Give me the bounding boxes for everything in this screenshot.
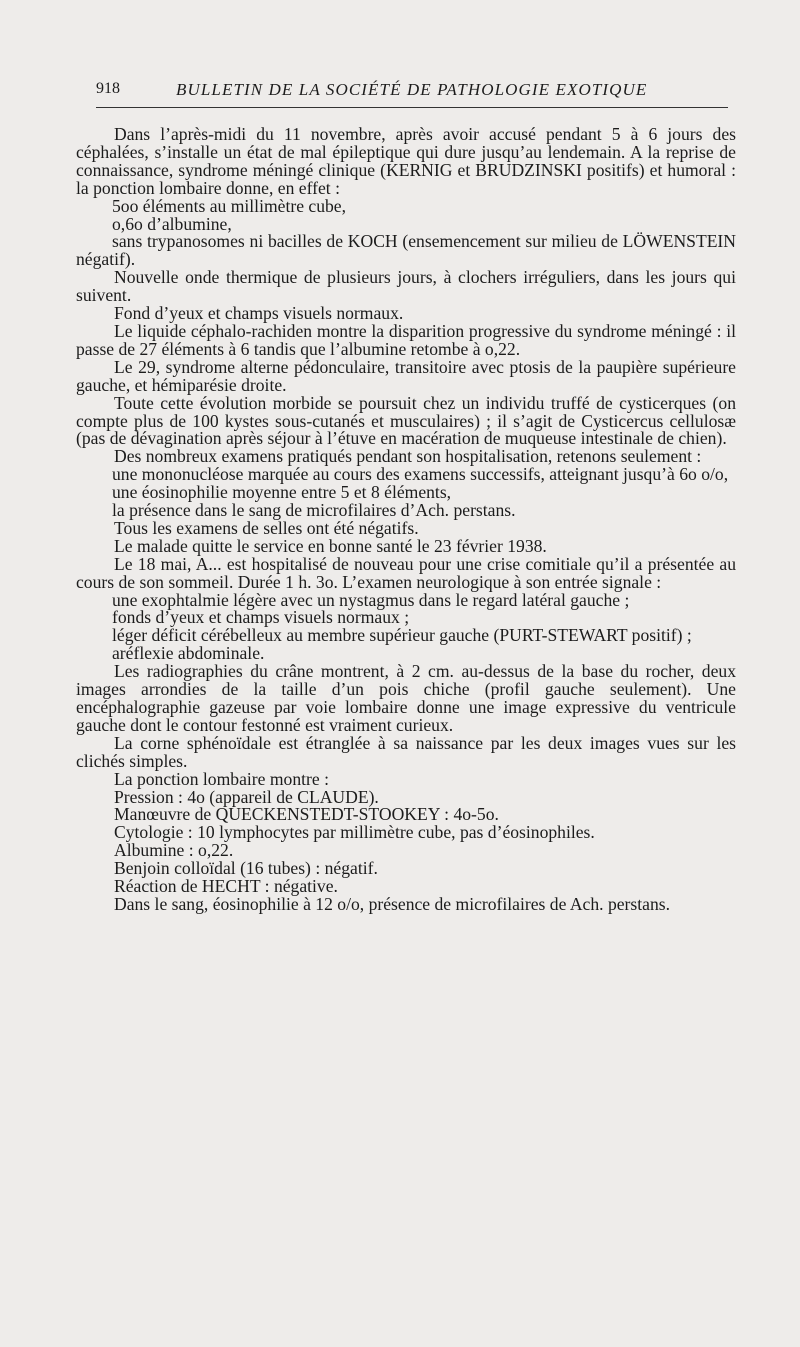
article-body — [76, 126, 736, 914]
header-rule — [96, 107, 728, 108]
paragraph: Le 18 mai, A... est hospitalisé de nouveau pour une crise comitiale qu’il a présentée au cours de son sommeil. Durée 1 h. 3o. L’examen neurologique à son entrée signale : — [76, 553, 736, 592]
paragraph: Dans l’après-midi du 11 novembre, après avoir accusé pendant 5 à 6 jours des céphalées, s’installe un état de mal épileptique qui dure jusqu’au lendemain. A la reprise de connaissance, syndrome méningé clinique (KERNIG et BRUDZINSKI positifs) et humoral : la ponction lombaire donne, en effet : — [76, 124, 736, 198]
paragraph: o,6o d’albumine, — [112, 213, 232, 234]
paragraph: aréflexie abdominale. — [112, 643, 265, 664]
paragraph: une exophtalmie légère avec un nystagmus dans le regard latéral gauche ; — [112, 589, 630, 610]
running-title: BULLETIN DE LA SOCIÉTÉ DE PATHOLOGIE EXOTIQUE — [176, 80, 648, 99]
paragraph: Albumine : o,22. — [114, 840, 234, 861]
paragraph: une mononucléose marquée au cours des examens successifs, atteignant jusqu’à 6o o/o, — [112, 464, 729, 485]
paragraph: Des nombreux examens pratiqués pendant son hospitalisation, retenons seulement : — [114, 446, 702, 467]
paragraph: une éosinophilie moyenne entre 5 et 8 éléments, — [112, 482, 452, 503]
paragraph: Le malade quitte le service en bonne santé le 23 février 1938. — [114, 535, 547, 556]
paragraph: Réaction de HECHT : négative. — [114, 876, 338, 897]
paragraph: léger déficit cérébelleux au membre supérieur gauche (PURT-STEWART positif) ; — [112, 625, 692, 646]
paragraph: Le 29, syndrome alterne pédonculaire, transitoire avec ptosis de la paupière supérieure gauche, et hémiparésie droite. — [76, 356, 736, 395]
paragraph: Nouvelle onde thermique de plusieurs jours, à clochers irréguliers, dans les jours qui suivent. — [76, 267, 736, 306]
paragraph: Fond d’yeux et champs visuels normaux. — [114, 303, 404, 324]
paragraph: La ponction lombaire montre : — [114, 768, 329, 789]
paragraph: La corne sphénoïdale est étranglée à sa naissance par les deux images vues sur les clichés simples. — [76, 732, 736, 771]
paragraph: fonds d’yeux et champs visuels normaux ; — [112, 607, 410, 628]
paragraph: Benjoin colloïdal (16 tubes) : négatif. — [114, 858, 378, 879]
paragraph: Tous les examens de selles ont été négatifs. — [114, 517, 419, 538]
paragraph: Toute cette évolution morbide se poursuit chez un individu truffé de cysticerques (on compte plus de 100 kystes sous-cutanés et musculaires) ; il s’agit de Cysticercus cellulosæ (pas de dévagination après séjour à l’étuve en macération de muqueuse intestinale de chien). — [76, 392, 736, 449]
paragraph: Pression : 4o (appareil de CLAUDE). — [114, 786, 379, 807]
page-number: 918 — [96, 80, 120, 97]
paragraph: la présence dans le sang de microfilaires d’Ach. perstans. — [112, 500, 516, 521]
paragraph: Dans le sang, éosinophilie à 12 o/o, présence de microfilaires de Ach. perstans. — [114, 893, 670, 914]
paragraph: Le liquide céphalo-rachiden montre la disparition progressive du syndrome méningé : il passe de 27 éléments à 6 tandis que l’albumine retombe à o,22. — [76, 320, 736, 359]
paragraph: sans trypanosomes ni bacilles de KOCH (ensemencement sur milieu de LÖWENSTEIN négatif). — [76, 231, 736, 270]
paragraph: Cytologie : 10 lymphocytes par millimètre cube, pas d’éosinophiles. — [114, 822, 595, 843]
paragraph: Les radiographies du crâne montrent, à 2 cm. au-dessus de la base du rocher, deux images arrondies de la taille d’un pois chiche (profil gauche seulement). Une encéphalographie gazeuse par voie lombaire donne une image expressive du ventricule gauche dont le contour festonné est vraiment curieux. — [76, 661, 736, 735]
paragraph: 5oo éléments au millimètre cube, — [112, 195, 347, 216]
paragraph: Manœuvre de QUECKENSTEDT-STOOKEY : 4o-5o. — [114, 804, 499, 825]
